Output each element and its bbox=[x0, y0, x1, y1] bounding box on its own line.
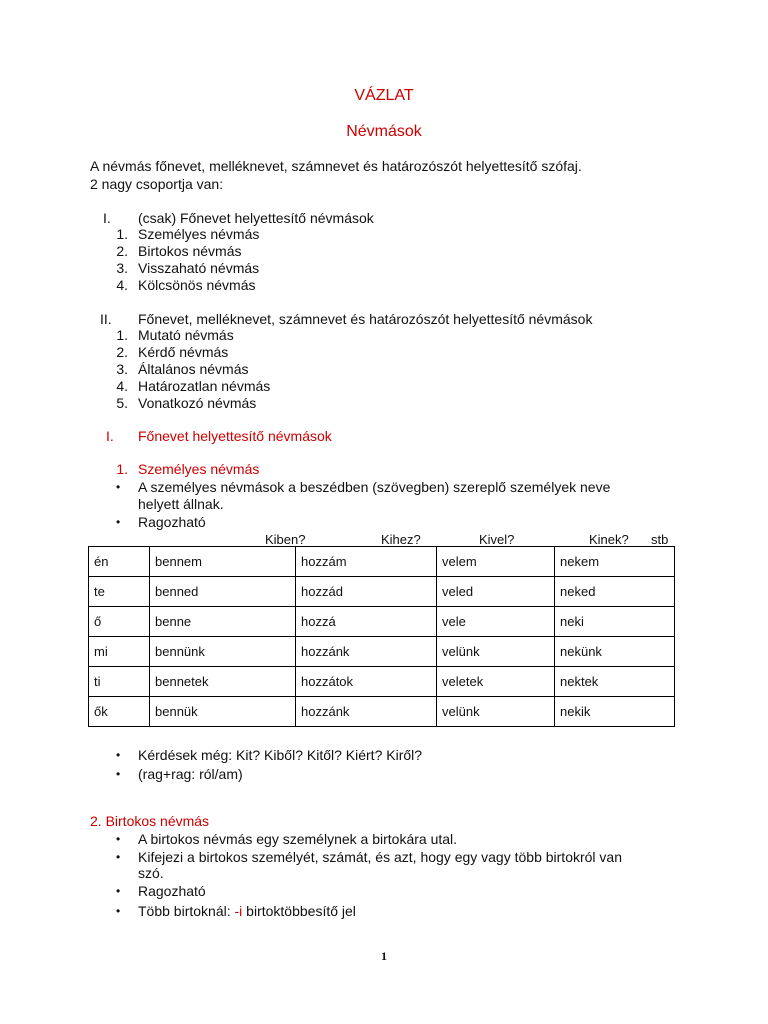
bullet-text: Ragozható bbox=[138, 514, 206, 530]
table-cell: hozzád bbox=[296, 577, 437, 607]
bullet-icon: • bbox=[116, 904, 121, 918]
question-header: Kinek? bbox=[589, 532, 629, 547]
bullet-icon: • bbox=[116, 767, 121, 781]
bullet-text: A birtokos névmás egy személynek a birtokára utal. bbox=[138, 831, 458, 847]
list-number: 1. bbox=[116, 327, 128, 343]
table-cell: hozzá bbox=[296, 607, 437, 637]
subsection-heading: Személyes névmás bbox=[138, 461, 260, 477]
list-item: Mutató névmás bbox=[138, 327, 234, 343]
bullet-text-cont: helyett állnak. bbox=[138, 496, 224, 512]
bullet-icon: • bbox=[116, 515, 121, 529]
page-subtitle: Névmások bbox=[346, 123, 422, 140]
table-cell: hozzátok bbox=[296, 667, 437, 697]
pronoun-table bbox=[88, 546, 675, 727]
bullet-icon: • bbox=[116, 832, 121, 846]
bullet-text: Kifejezi a birtokos személyét, számát, és azt, hogy egy vagy több birtokról van bbox=[138, 849, 623, 865]
highlight-suffix: -i bbox=[234, 903, 243, 919]
question-header: Kivel? bbox=[479, 532, 515, 547]
section-1-numeral: I. bbox=[106, 428, 114, 444]
table-cell: nektek bbox=[555, 667, 675, 697]
table-cell: hozzánk bbox=[296, 697, 437, 727]
table-row bbox=[89, 667, 675, 697]
table-cell: én bbox=[89, 547, 150, 577]
question-header: Kihez? bbox=[381, 532, 421, 547]
bullet-text: A személyes névmások a beszédben (szövegben) szereplő személyek neve bbox=[138, 479, 611, 495]
table-cell: hozzám bbox=[296, 547, 437, 577]
table-cell: velünk bbox=[437, 637, 555, 667]
group-2-label: Főnevet, melléknevet, számnevet és határozószót helyettesítő névmások bbox=[138, 311, 593, 327]
list-number: 2. bbox=[116, 344, 128, 360]
list-item: Általános névmás bbox=[138, 361, 249, 377]
list-number: 2. bbox=[116, 243, 128, 259]
table-cell: veled bbox=[437, 577, 555, 607]
list-number: 3. bbox=[116, 361, 128, 377]
table-cell: bennük bbox=[150, 697, 296, 727]
question-header: Kiben? bbox=[265, 532, 306, 547]
table-row bbox=[89, 637, 675, 667]
table-cell: ők bbox=[89, 697, 150, 727]
list-item: Visszaható névmás bbox=[138, 260, 260, 276]
table-cell: bennem bbox=[150, 547, 296, 577]
table-cell: bennetek bbox=[150, 667, 296, 697]
table-cell: nekem bbox=[555, 547, 675, 577]
list-item: Határozatlan névmás bbox=[138, 378, 271, 394]
bullet-text: Kérdések még: Kit? Kiből? Kitől? Kiért? Kiről? bbox=[138, 747, 423, 763]
list-number: 3. bbox=[116, 260, 128, 276]
table-cell: neked bbox=[555, 577, 675, 607]
list-number: 4. bbox=[116, 378, 128, 394]
bullet-icon: • bbox=[116, 480, 121, 494]
intro-line-1: A névmás főnevet, melléknevet, számnevet és határozószót helyettesítő szófaj. bbox=[90, 158, 582, 174]
table-cell: benned bbox=[150, 577, 296, 607]
table-cell: neki bbox=[555, 607, 675, 637]
list-item: Kölcsönös névmás bbox=[138, 277, 256, 293]
list-number: 5. bbox=[116, 395, 128, 411]
section-1-heading: Főnevet helyettesítő névmások bbox=[138, 428, 332, 444]
bullet-text bbox=[138, 903, 356, 920]
list-item: Vonatkozó névmás bbox=[138, 395, 257, 411]
page-number: 1 bbox=[381, 949, 387, 963]
list-item: Személyes névmás bbox=[138, 226, 260, 242]
table-cell: nekik bbox=[555, 697, 675, 727]
table-row bbox=[89, 697, 675, 727]
list-item: Kérdő névmás bbox=[138, 344, 229, 360]
page-title: VÁZLAT bbox=[354, 87, 414, 104]
table-cell: veletek bbox=[437, 667, 555, 697]
bullet-icon: • bbox=[116, 884, 121, 898]
subsection-number: 1. bbox=[116, 461, 128, 477]
bullet-text: Ragozható bbox=[138, 883, 206, 899]
table-cell: ő bbox=[89, 607, 150, 637]
intro-line-2: 2 nagy csoportja van: bbox=[90, 176, 224, 192]
section-2-heading: 2. Birtokos névmás bbox=[90, 813, 210, 829]
table-cell: nekünk bbox=[555, 637, 675, 667]
table-cell: velünk bbox=[437, 697, 555, 727]
table-cell: velem bbox=[437, 547, 555, 577]
table-cell: ti bbox=[89, 667, 150, 697]
group-2-numeral: II. bbox=[100, 311, 112, 327]
table-row bbox=[89, 547, 675, 577]
table-row bbox=[89, 607, 675, 637]
table-cell: te bbox=[89, 577, 150, 607]
table-cell: bennünk bbox=[150, 637, 296, 667]
list-number: 1. bbox=[116, 226, 128, 242]
bullet-icon: • bbox=[116, 850, 121, 864]
list-number: 4. bbox=[116, 277, 128, 293]
bullet-text: (rag+rag: ról/am) bbox=[138, 766, 243, 782]
bullet-icon: • bbox=[116, 748, 121, 762]
table-cell: vele bbox=[437, 607, 555, 637]
table-cell: hozzánk bbox=[296, 637, 437, 667]
question-header: stb bbox=[651, 532, 669, 547]
table-cell: mi bbox=[89, 637, 150, 667]
group-1-numeral: I. bbox=[103, 210, 111, 226]
table-row bbox=[89, 577, 675, 607]
table-cell: benne bbox=[150, 607, 296, 637]
group-1-label: (csak) Főnevet helyettesítő névmások bbox=[138, 210, 374, 226]
bullet-prefix: Több birtoknál: bbox=[138, 903, 235, 919]
list-item: Birtokos névmás bbox=[138, 243, 242, 259]
bullet-suffix: birtoktöbbesítő jel bbox=[242, 903, 356, 919]
bullet-text-cont: szó. bbox=[138, 865, 164, 881]
